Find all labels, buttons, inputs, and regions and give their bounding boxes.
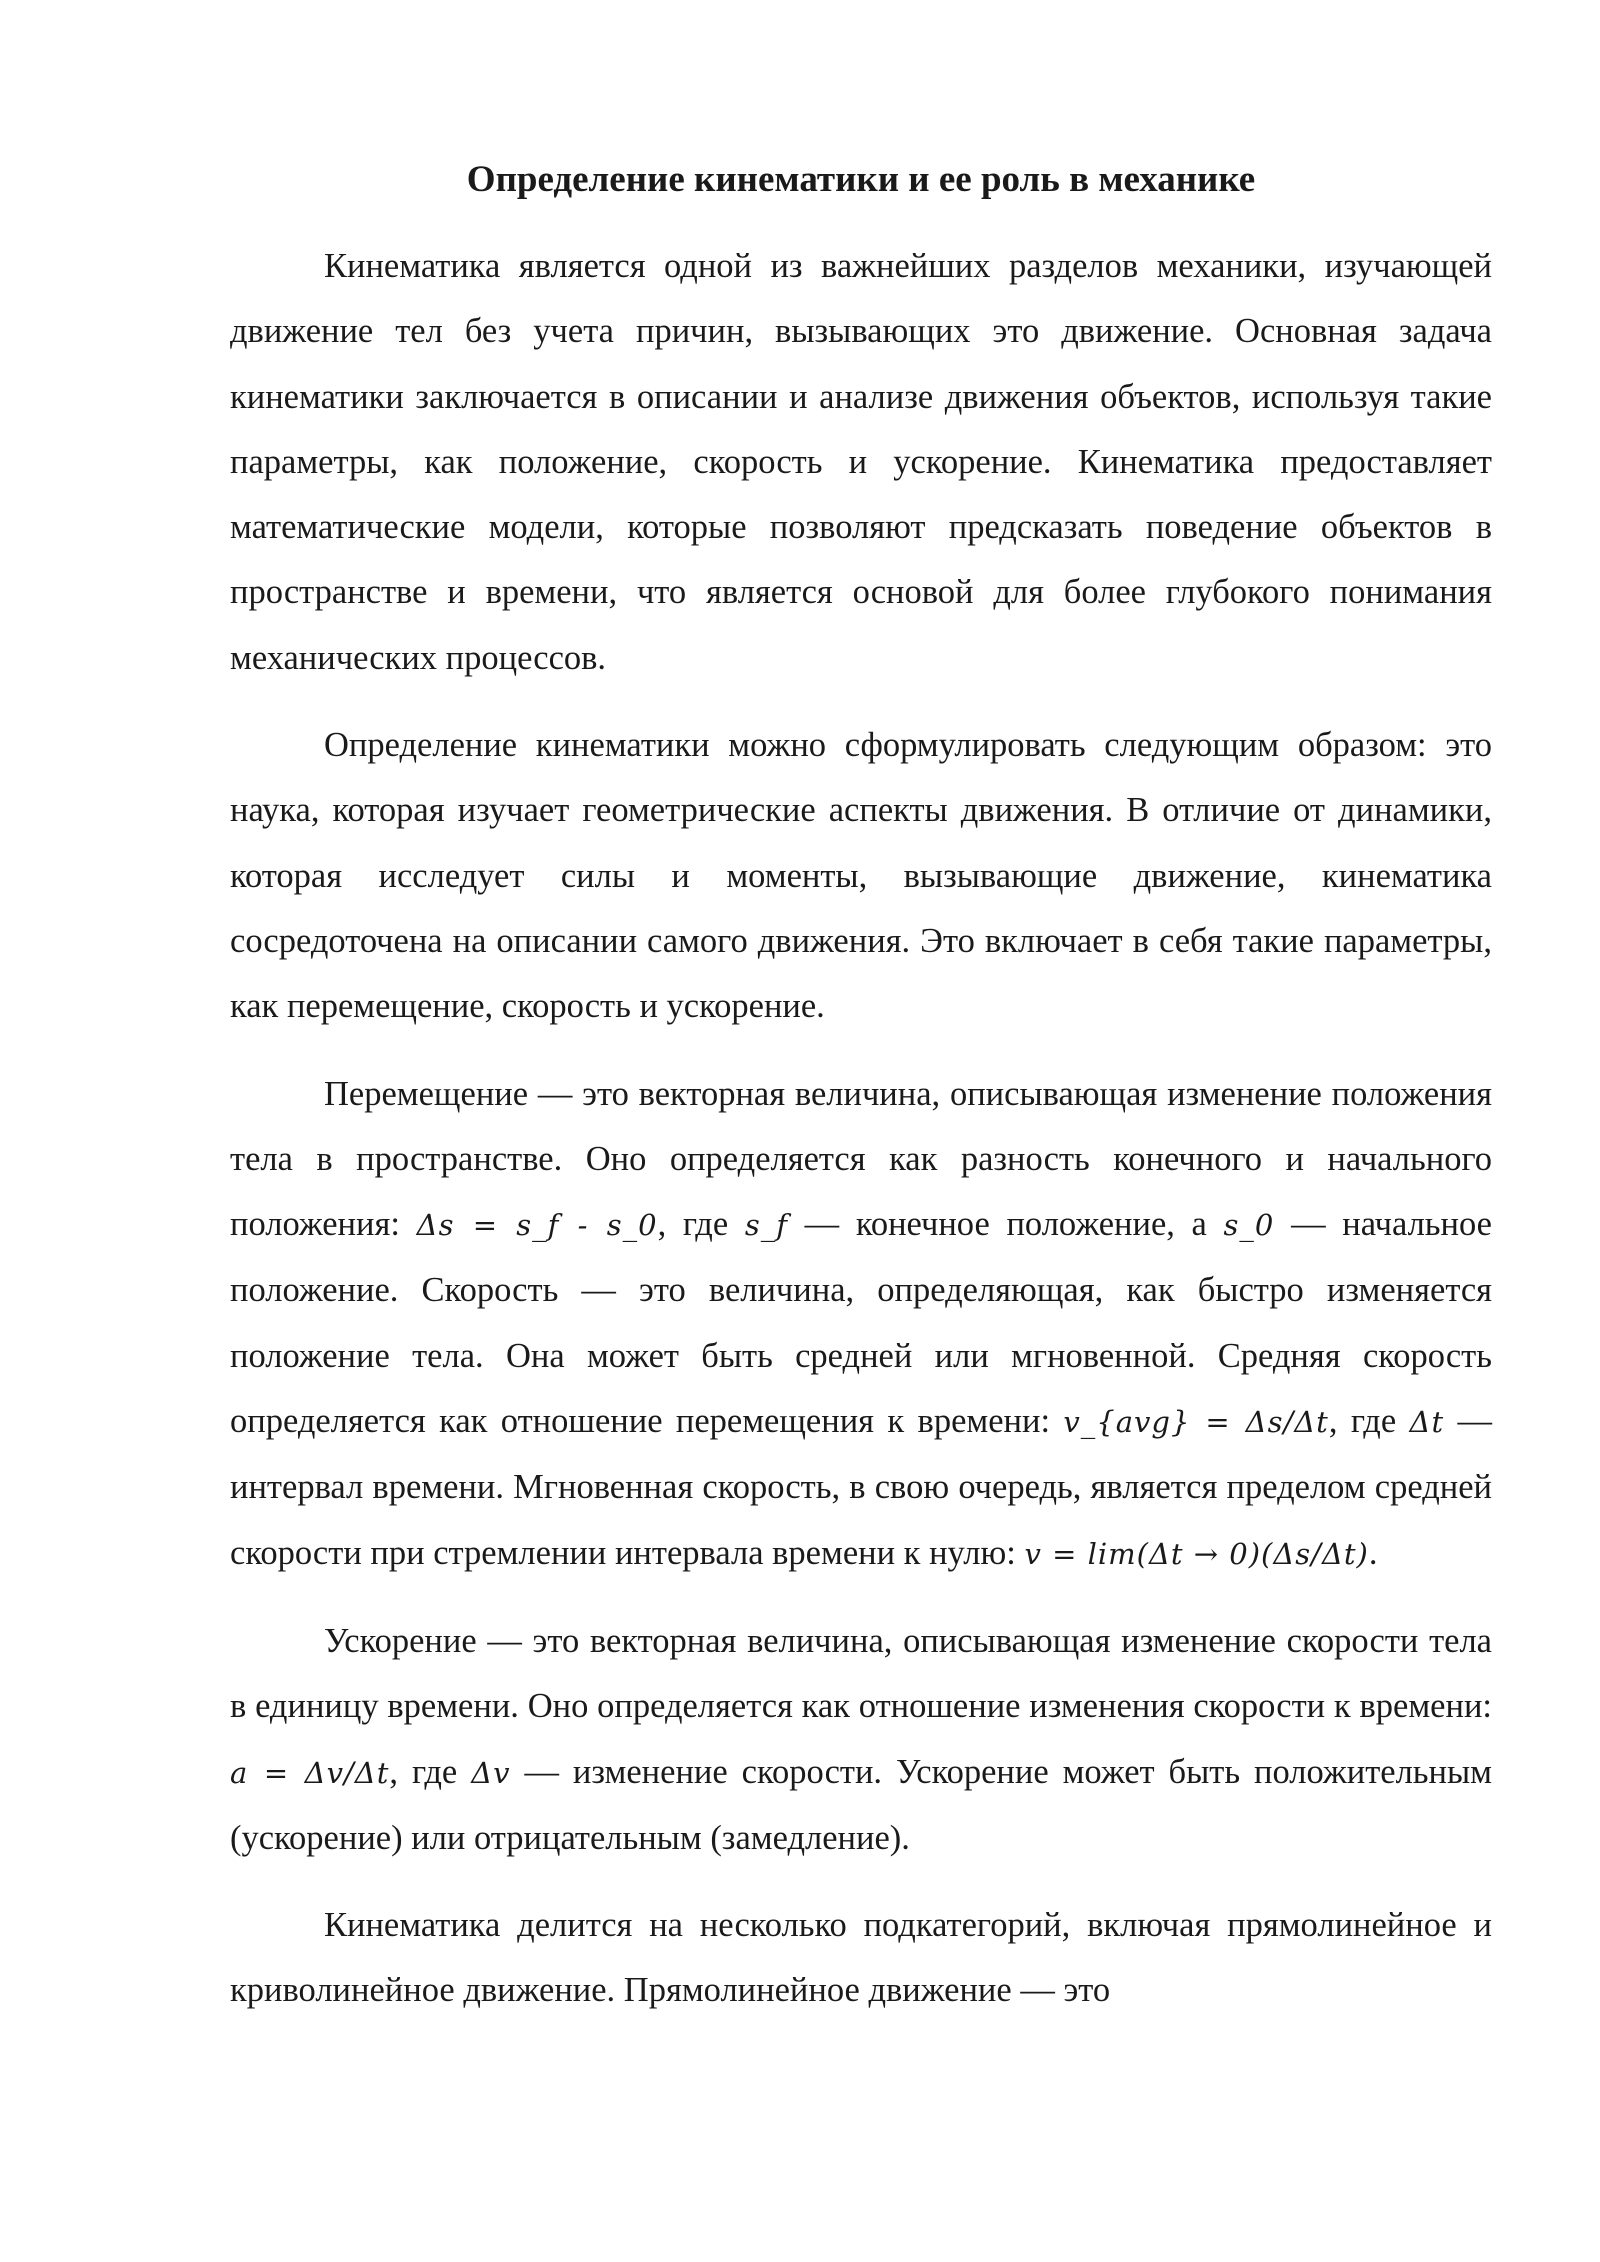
document-page [230,150,1492,2046]
paragraph-kinematics-intro: Кинематика является одной из важнейших разделов механики, изучающей движение тел без учета причин, вызывающих это движение. Основная задача кинематики заключается в описании и анализе движения объектов, используя такие параметры, как положение, скорость и ускорение. Кинематика предоставляет математические модели, которые позволяют предсказать поведение объектов в пространстве и времени, что является основой для более глубокого понимания механических процессов. [230,247,1492,677]
formula-time-interval: Δt [1409,1405,1445,1440]
formula-instant-velocity: v = lim(Δt → 0)(Δs/Δt) [1024,1536,1369,1571]
text-run: , где [389,1752,472,1791]
text-run: , где [1328,1402,1410,1441]
text-run: . [1368,1533,1378,1572]
text-run: , где [657,1205,745,1244]
document-title: Определение кинематики и ее роль в механике [466,159,1256,200]
paragraph-displacement-velocity [230,1062,1492,1587]
formula-displacement: Δs = s_f - s_0 [416,1208,658,1243]
formula-initial-position: s_0 [1223,1208,1275,1243]
paragraph-acceleration [230,1609,1492,1871]
formula-final-position: s_f [744,1208,788,1243]
paragraph-kinematics-definition: Определение кинематики можно сформулировать следующим образом: это наука, которая изучает геометрические аспекты движения. В отличие от динамики, которая исследует силы и моменты, вызывающие движение, кинематика сосредоточена на описании самого движения. Это включает в себя такие параметры, как перемещение, скорость и ускорение. [230,726,1492,1026]
formula-velocity-change: Δv [471,1755,511,1790]
text-run: Ускорение — это векторная величина, описывающая изменение скорости тела в единицу времени. Оно определяется как отношение изменения скорости к времени: [230,1621,1492,1726]
text-run: — конечное положение, а [787,1205,1224,1244]
formula-average-velocity: v_{avg} = Δs/Δt [1063,1405,1329,1440]
text-run: — изменение скорости. Ускорение может быть положительным (ускорение) или отрицательным (замедление). [230,1752,1493,1857]
text-run: — начальное положение. Скорость — это величина, определяющая, как быстро изменяется положение тела. Она может быть средней или мгновенной. Средняя скорость определяется как отношение перемещения к времени: [230,1205,1492,1441]
formula-acceleration: a = Δv/Δt [230,1755,390,1790]
paragraph-motion-types: Кинематика делится на несколько подкатегорий, включая прямолинейное и криволинейное движение. Прямолинейное движение — это [230,1906,1492,2010]
text-run: Перемещение — это векторная величина, описывающая изменение положения тела в пространстве. Оно определяется как разность конечного и начального положения: [230,1074,1492,1244]
text-run: — интервал времени. Мгновенная скорость, в свою очередь, является пределом средней скорости при стремлении интервала времени к нулю: [230,1402,1492,1572]
